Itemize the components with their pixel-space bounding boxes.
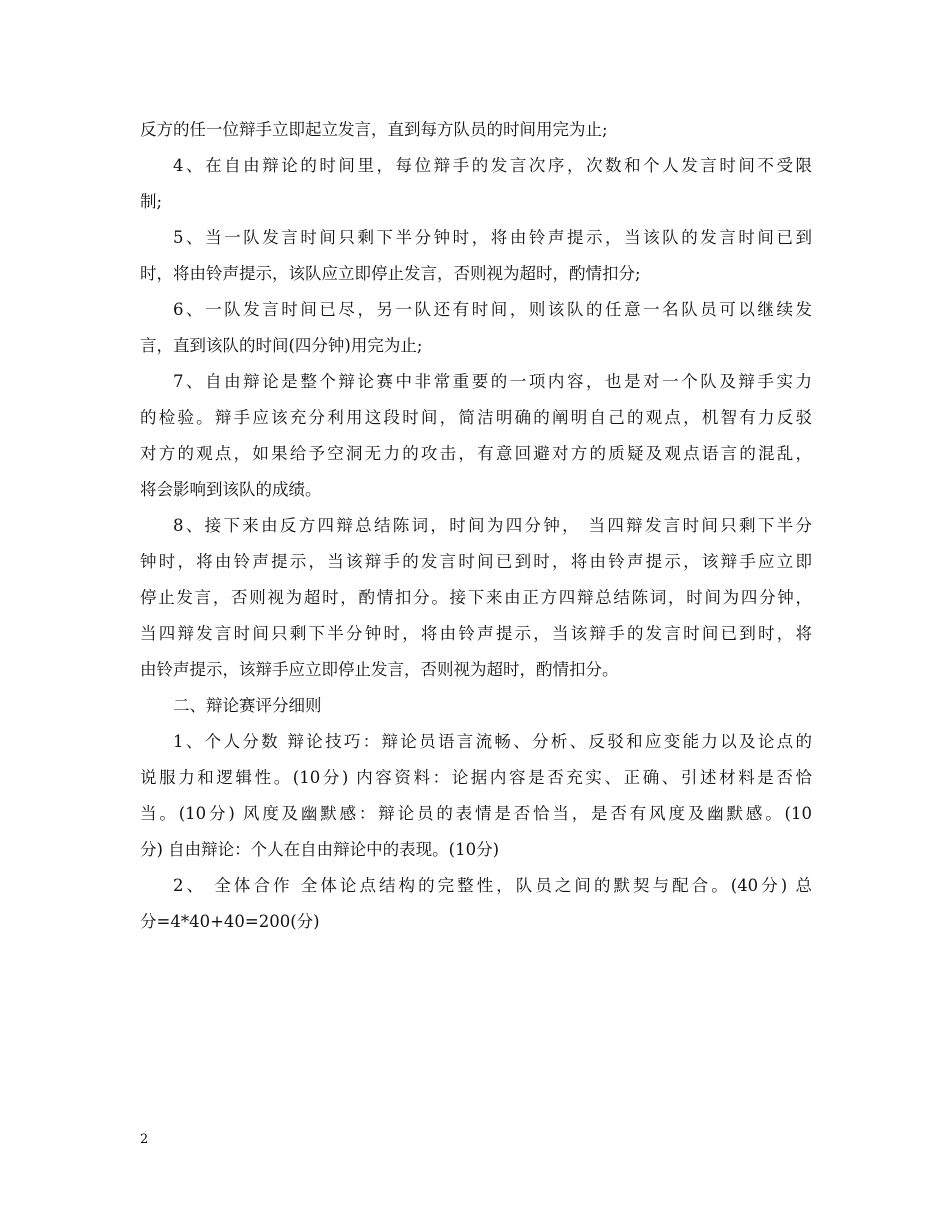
text-line: 停止发言，否则视为超时，酌情扣分。接下来由正方四辩总结陈词，时间为四分钟，	[140, 588, 812, 607]
text-line: 4、在自由辩论的时间里，每位辩手的发言次序，次数和个人发言时间不受限	[173, 156, 812, 175]
text-line: 分=4*40+40=200(分)	[140, 912, 320, 931]
text-line: 1、个人分数 辩论技巧：辩论员语言流畅、分析、反驳和应变能力以及论点的	[173, 732, 812, 751]
text-line: 由铃声提示，该辩手应立即停止发言，否则视为超时，酌情扣分。	[140, 660, 619, 679]
text-line: 钟时，将由铃声提示，当该辩手的发言时间已到时，将由铃声提示，该辩手应立即	[140, 552, 812, 571]
text-line: 言，直到该队的时间(四分钟)用完为止;	[140, 336, 423, 355]
document-body	[140, 112, 812, 940]
text-line: 8、接下来由反方四辩总结陈词，时间为四分钟， 当四辩发言时间只剩下半分	[173, 516, 812, 535]
text-line: 的检验。辩手应该充分利用这段时间，简洁明确的阐明自己的观点，机智有力反驳	[140, 408, 812, 427]
text-line: 将会影响到该队的成绩。	[140, 480, 322, 499]
text-line: 5、当一队发言时间只剩下半分钟时，将由铃声提示，当该队的发言时间已到	[173, 228, 812, 247]
text-line: 当。(10分) 风度及幽默感：辩论员的表情是否恰当，是否有风度及幽默感。(10	[140, 804, 812, 823]
text-line: 时，将由铃声提示，该队应立即停止发言，否则视为超时，酌情扣分;	[140, 264, 641, 283]
text-line: 6、一队发言时间已尽，另一队还有时间，则该队的任意一名队员可以继续发	[173, 300, 812, 319]
text-line: 对方的观点，如果给予空洞无力的攻击，有意回避对方的质疑及观点语言的混乱，	[140, 444, 812, 463]
text-line: 当四辩发言时间只剩下半分钟时，将由铃声提示，当该辩手的发言时间已到时，将	[140, 624, 812, 643]
text-line: 反方的任一位辩手立即起立发言，直到每方队员的时间用完为止;	[140, 120, 608, 139]
text-line: 二、辩论赛评分细则	[173, 696, 322, 715]
text-line: 制;	[140, 192, 163, 211]
text-line: 7、自由辩论是整个辩论赛中非常重要的一项内容，也是对一个队及辩手实力	[173, 372, 812, 391]
text-line: 2、 全体合作 全体论点结构的完整性，队员之间的默契与配合。(40分) 总	[173, 876, 812, 895]
text-line: 说服力和逻辑性。(10分) 内容资料：论据内容是否充实、正确、引述材料是否恰	[140, 768, 812, 787]
page-number: 2	[140, 1132, 149, 1147]
text-line: 分) 自由辩论：个人在自由辩论中的表现。(10分)	[140, 840, 500, 859]
